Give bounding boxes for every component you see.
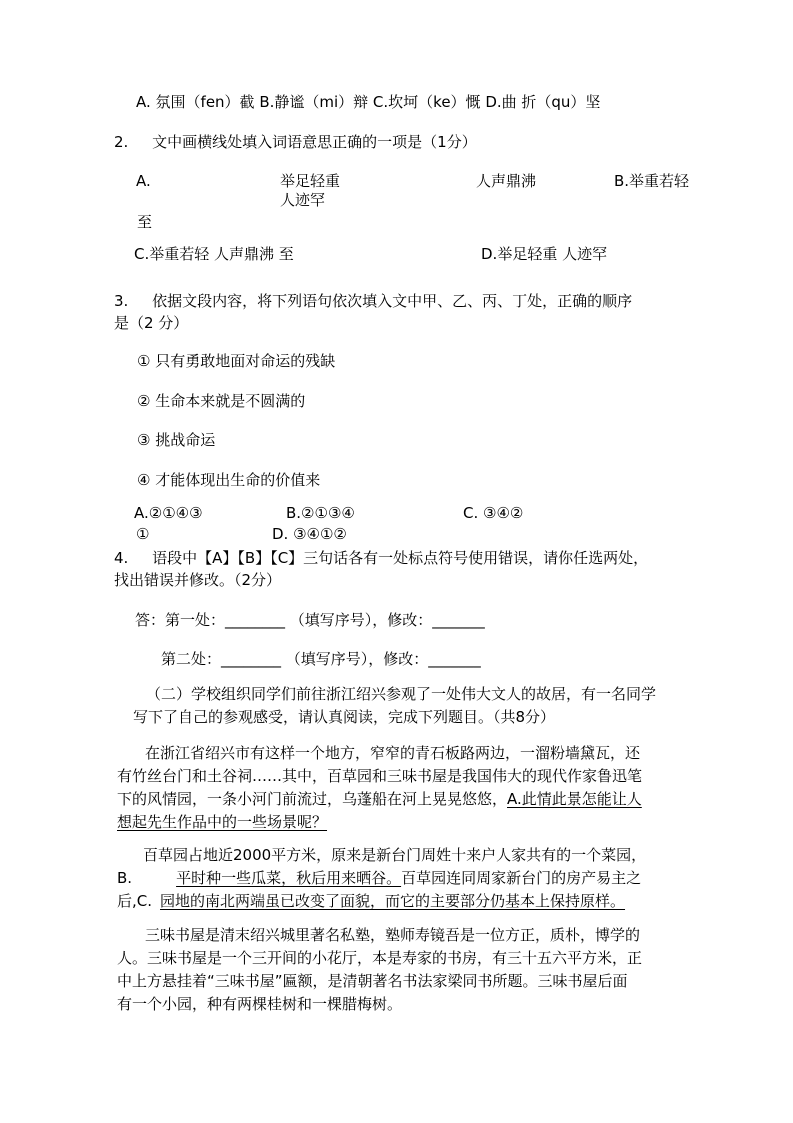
passage-p3-line2: 人。三味书屋是一个三开间的小花厅，本是寿家的书房，有三十五六平方米，正 — [117, 949, 643, 967]
passage-p3-line3: 中上方悬挂着“三味书屋”匾额，是清朝著名书法家梁同书所题。三味书屋后面 — [117, 972, 628, 990]
sentence-c-label: 后,C. — [117, 892, 153, 910]
section2-intro-line1: （二）学校组织同学们前往浙江绍兴参观了一处伟大文人的故居，有一名同学 — [146, 685, 657, 703]
passage-p1-line3-text: 下的风情园，一条小河门前流过，乌蓬船在河上晃晃悠悠， — [117, 790, 508, 808]
q3-item-2: ② 生命本来就是不圆满的 — [137, 392, 306, 410]
passage-p1-line3 — [117, 789, 642, 809]
q4-answer-line2: 第二处：________ （填写序号），修改：_______ — [161, 650, 481, 668]
q3-option-c-wrap: ① — [136, 525, 150, 543]
q2-option-a-word1: 举足轻重 — [280, 172, 341, 190]
passage-p2-line2-rest: 百草园连同周家新台门的房产易主之 — [401, 869, 642, 887]
q2-option-d: D.举足轻重 人迹罕 — [481, 245, 608, 263]
q4-stem-line2: 找出错误并修改。（2分） — [114, 571, 282, 589]
q2-option-wrap: 至 — [137, 213, 153, 231]
q4-answer-line1: 答：第一处：________ （填写序号），修改：_______ — [135, 611, 485, 629]
q2-option-c: C.举重若轻 人声鼎沸 至 — [134, 245, 294, 263]
q3-stem-line2: 是（2 分） — [114, 314, 189, 332]
q3-option-d: D. ③④①② — [272, 525, 347, 543]
passage-p1-line2: 有竹丝台门和土谷祠……其中，百草园和三味书屋是我国伟大的现代作家鲁迅笔 — [117, 767, 643, 785]
q3-item-4: ④ 才能体现出生命的价值来 — [137, 471, 321, 489]
passage-p2-line2 — [117, 868, 641, 888]
sentence-a-underlined-cont: 想起先生作品中的一些场景呢？ — [117, 813, 328, 831]
sentence-a-underlined: A.此情此景怎能让人 — [507, 790, 642, 808]
sentence-b-label: B. — [117, 869, 133, 887]
passage-p3-line4: 有一个小园，种有两棵桂树和一棵腊梅树。 — [117, 995, 403, 1013]
passage-p3-line1: 三味书屋是清末绍兴城里著名私塾，塾师寿镜吾是一位方正，质朴，博学的 — [145, 926, 641, 944]
sentence-b-underlined: 平时种一些瓜菜，秋后用来晒谷。 — [176, 869, 402, 887]
passage-p2-line1: 百草园占地近2000平方米，原来是新台门周姓十来户人家共有的一个菜园， — [143, 846, 647, 864]
q3-option-b: B.②①③④ — [286, 504, 355, 522]
q3-option-c: C. ③④② — [463, 504, 524, 522]
q3-option-a: A.②①④③ — [134, 504, 203, 522]
passage-p2-line3 — [117, 891, 625, 911]
q2-stem: 2. 文中画横线处填入词语意思正确的一项是（1分） — [114, 133, 477, 151]
q1-options: A. 氛围（fen）截 B.静谧（mi）辩 C.坎坷（ke）慨 D.曲 折（qu）坚 — [136, 93, 601, 111]
q2-option-a-label: A. — [136, 172, 151, 190]
q2-option-a-word2: 人迹罕 — [280, 191, 326, 209]
sentence-c-underlined: 园地的南北两端虽已改变了面貌，而它的主要部分仍基本上保持原样。 — [160, 892, 626, 910]
q2-option-b-start: B.举重若轻 — [614, 172, 690, 190]
q4-stem-line1: 4. 语段中【A】【B】【C】三句话各有一处标点符号使用错误，请你任选两处， — [114, 549, 649, 567]
q3-item-3: ③ 挑战命运 — [137, 431, 216, 449]
q3-item-1: ① 只有勇敢地面对命运的残缺 — [137, 352, 336, 370]
q3-stem-line1: 3. 依据文段内容，将下列语句依次填入文中甲、乙、丙、丁处，正确的顺序 — [114, 292, 633, 310]
section2-intro-line2: 写下了自己的参观感受，请认真阅读，完成下列题目。（共8分） — [133, 708, 556, 726]
q2-option-a-word3: 人声鼎沸 — [476, 172, 537, 190]
passage-p1-line1: 在浙江省绍兴市有这样一个地方，窄窄的青石板路两边，一溜粉墙黛瓦，还 — [145, 744, 641, 762]
